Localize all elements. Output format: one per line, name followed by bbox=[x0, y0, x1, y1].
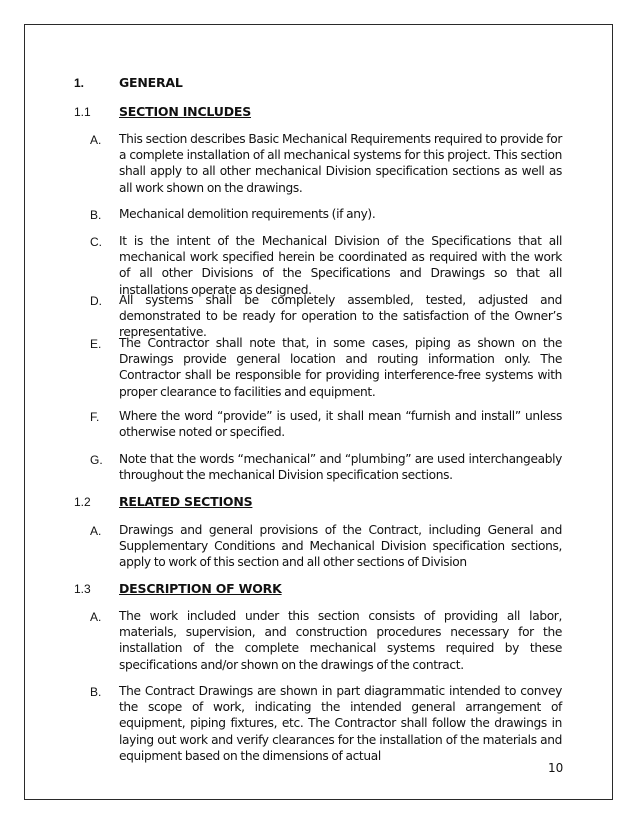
item-text: It is the intent of the Mechanical Division of the Specifications that all mechanical work specified herein be coordinated as required with the work of all other Divisions of the Specifications and Drawings so that all installations operate as designed. bbox=[119, 234, 562, 297]
section-title: DESCRIPTION OF WORK bbox=[119, 581, 282, 596]
heading-title: GENERAL bbox=[119, 75, 183, 90]
item-letter: A. bbox=[90, 610, 102, 624]
item-text: Where the word “provide” is used, it shall mean “furnish and install” unless otherwise noted or specified. bbox=[119, 409, 562, 440]
section-title: RELATED SECTIONS bbox=[119, 494, 253, 509]
item-letter: G. bbox=[90, 453, 103, 467]
page-number: 10 bbox=[548, 761, 564, 775]
item-text: The Contractor shall note that, in some cases, piping as shown on the Drawings provide general location and routing information only. The Contractor shall be responsible for providing interference-free systems with proper clearance to facilities and equipment. bbox=[119, 336, 562, 399]
item-letter: B. bbox=[90, 685, 102, 699]
section-number: 1.2 bbox=[74, 495, 91, 509]
item-letter: B. bbox=[90, 208, 102, 222]
item-letter: A. bbox=[90, 133, 102, 147]
item-letter: C. bbox=[90, 235, 102, 249]
item-text: Note that the words “mechanical” and “plumbing” are used interchangeably throughout the mechanical Division specification sections. bbox=[119, 452, 562, 483]
section-number: 1.1 bbox=[74, 105, 91, 119]
item-letter: D. bbox=[90, 294, 102, 308]
heading-number: 1. bbox=[74, 76, 85, 90]
item-letter: F. bbox=[90, 410, 100, 424]
item-text: All systems shall be completely assembled, tested, adjusted and demonstrated to be ready for operation to the satisfaction of the Owner’s representative. bbox=[119, 293, 562, 340]
item-text: Drawings and general provisions of the Contract, including General and Supplementary Conditions and Mechanical Division specification sections, apply to work of this section and all other sections of Division bbox=[119, 523, 562, 570]
section-number: 1.3 bbox=[74, 582, 91, 596]
item-text: The Contract Drawings are shown in part diagrammatic intended to convey the scope of work, indicating the intended general arrangement of equipment, piping fixtures, etc. The Contractor shall follow the drawings in laying out work and verify clearances for the installation of the materials and equipment based on the dimensions of actual bbox=[119, 684, 562, 763]
item-text: The work included under this section consists of providing all labor, materials, supervision, and construction procedures necessary for the installation of the complete mechanical systems required by these specifications and/or shown on the drawings of the contract. bbox=[119, 609, 562, 672]
item-text: Mechanical demolition requirements (if any). bbox=[119, 207, 376, 221]
section-title: SECTION INCLUDES bbox=[119, 104, 252, 119]
item-letter: E. bbox=[90, 337, 102, 351]
item-letter: A. bbox=[90, 524, 102, 538]
item-text: This section describes Basic Mechanical Requirements required to provide for a complete installation of all mechanical systems for this project. This section shall apply to all other mechanical Division specification sections as well as all work shown on the drawings. bbox=[119, 132, 562, 195]
